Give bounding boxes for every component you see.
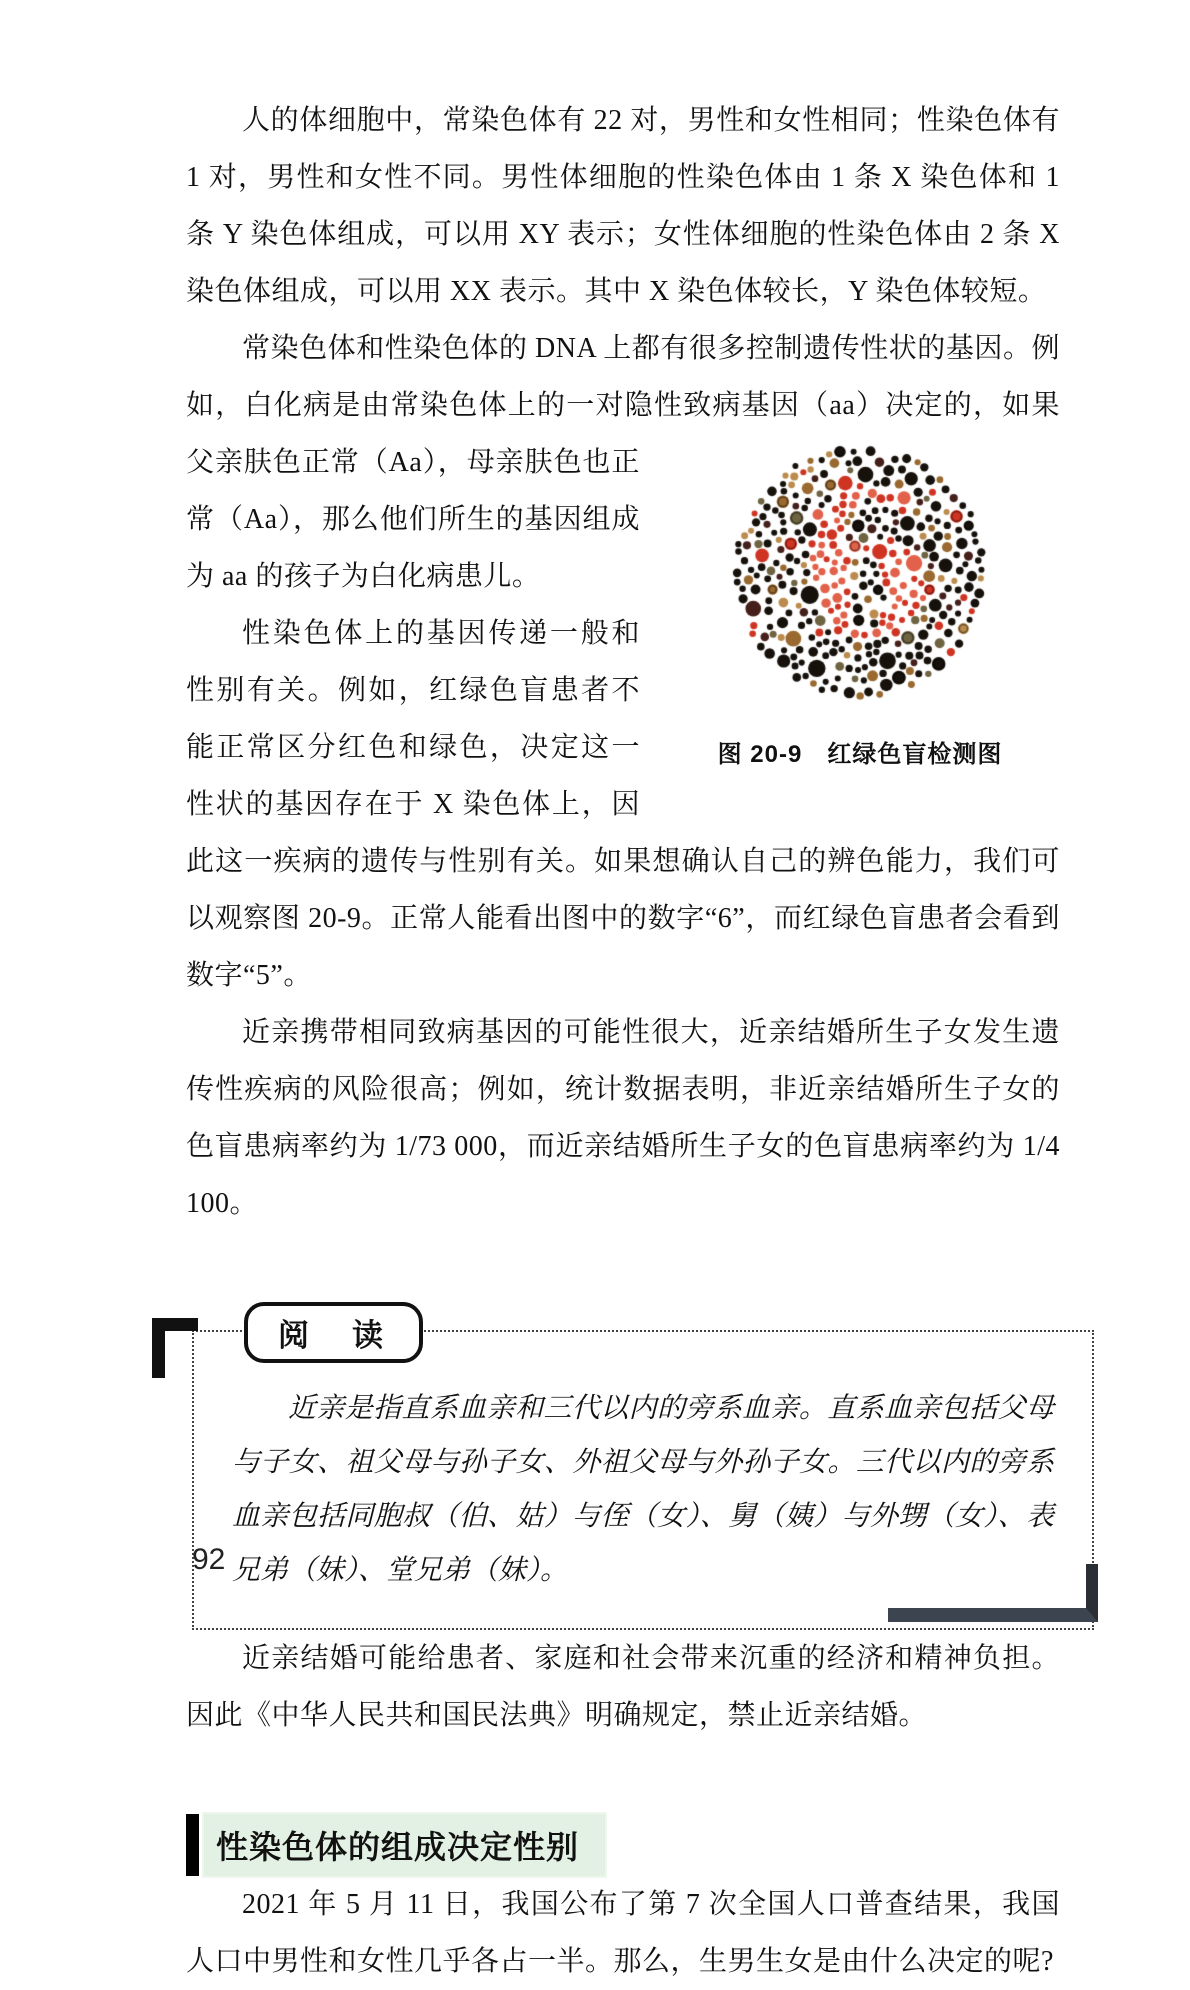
page-content (186, 92, 1060, 1990)
reading-box (192, 1318, 1094, 1630)
page-number: 92 (192, 1543, 226, 1576)
corner-bracket-icon (152, 1318, 198, 1378)
figure-colorblind-test (660, 440, 1060, 811)
paragraph-text: 常染色体和性染色体的 DNA 上都有很多控制遗传性状的基因。例如，白化病是由常染色体上的一对隐性致病基因（aa）决定的，如果父亲肤色正常（Aa）， (186, 333, 1060, 478)
corner-bracket-icon (888, 1564, 1098, 1622)
paragraph-text: 性染色体上的基因传递一般和性别有关。例如，红绿色盲患者不能正常区分红色和绿色，决定这一性状的基因存在于 X 染色体上，因此这一疾病的遗传与性别有关。如果想确认自己的辨色能力，我们可以观察图 20-9。正常人能看出图中的数字“6”，而红绿色盲患者会看到数字“5”。 (186, 618, 1060, 991)
paragraph-text: 近亲携带相同致病基因的可能性很大，近亲结婚所生子女发生遗传性疾病的风险很高；例如，统计数据表明，非近亲结婚所生子女的色盲患病率约为 1/73 000，而近亲结婚所生子女的色盲患病率约为 1/4 100。 (186, 1017, 1060, 1219)
paragraph-census (186, 1876, 1060, 1990)
section-bar-icon (186, 1814, 199, 1876)
paragraph-consanguinity-risk (186, 1004, 1060, 1232)
reading-box-text: 近亲是指直系血亲和三代以内的旁系血亲。直系血亲包括父母与子女、祖父母与孙子女、外祖父母与外孙子女。三代以内的旁系血亲包括同胞叔（伯、姑）与侄（女）、舅（姨）与外甥（女）、表兄弟（妹）、堂兄弟（妹）。 (232, 1393, 1054, 1586)
section-title: 性染色体的组成决定性别 (204, 1814, 605, 1876)
paragraph-chromosome-intro (186, 92, 1060, 320)
paragraph-text: 2021 年 5 月 11 日，我国公布了第 7 次全国人口普查结果，我国人口中男性和女性几乎各占一半。那么，生男生女是由什么决定的呢? (186, 1889, 1060, 1977)
paragraph-text: 近亲结婚可能给患者、家庭和社会带来沉重的经济和精神负担。因此《中华人民共和国民法典》明确规定，禁止近亲结婚。 (186, 1643, 1060, 1731)
figure-caption: 图 20-9 红绿色盲检测图 (717, 741, 1003, 768)
paragraph-text: 母亲肤色也正常（Aa），那么他们所生的基因组成为 aa 的孩子为白化病患儿。 (186, 447, 640, 592)
ishihara-plate-image (728, 440, 992, 704)
section-heading (186, 1814, 1060, 1876)
paragraph-text: 人的体细胞中，常染色体有 22 对，男性和女性相同；性染色体有 1 对，男性和女性不同。男性体细胞的性染色体由 1 条 X 染色体和 1 条 Y 染色体组成，可以用 XY 表示；女性体细胞的性染色体由 2 条 X 染色体组成，可以用 XX 表示。其中 X 染色体较长，Y 染色体较短。 (186, 105, 1060, 307)
paragraph-law (186, 1630, 1060, 1744)
reading-box-label: 阅 读 (244, 1302, 423, 1363)
paragraph-albinism (186, 320, 1060, 768)
